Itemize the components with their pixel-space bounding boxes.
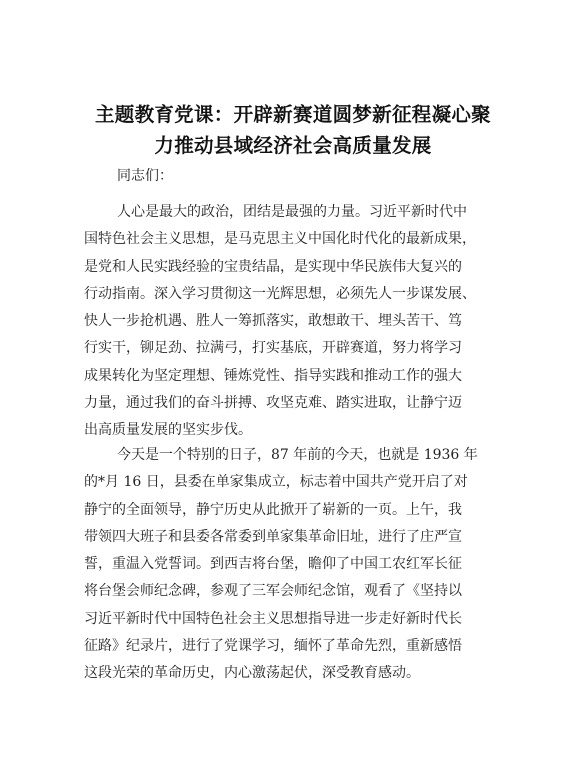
paragraph-line: 成果转化为坚定理想、锤炼党性、指导实践和推动工作的强大 <box>84 367 462 384</box>
paragraph-2 <box>84 442 524 688</box>
paragraph-line: 力量，通过我们的奋斗拼搏、攻坚克难、踏实进取，让静宁迈 <box>84 395 462 412</box>
paragraph-line: 的*月 16 日，县委在单家集成立，标志着中国共产党开启了对 <box>84 474 468 491</box>
title-line-2: 力推动县域经济社会高质量发展 <box>154 134 432 157</box>
paragraph-line: 征路》纪录片，进行了党课学习，缅怀了革命先烈，重新感悟 <box>84 638 462 655</box>
paragraph-line: 快人一步抢机遇、胜人一筹抓落实，敢想敢干、埋头苦干、笃 <box>84 313 462 330</box>
paragraph-line: 静宁的全面领导，静宁历史从此掀开了崭新的一页。上午，我 <box>84 501 462 518</box>
paragraph-line: 人心是最大的政治，团结是最强的力量。习近平新时代中 <box>117 204 467 220</box>
paragraph-line: 将台堡会师纪念碑，参观了三军会师纪念馆，观看了《坚持以 <box>84 583 462 600</box>
paragraph-line: 出高质量发展的坚实步伐。 <box>84 422 252 439</box>
paragraph-line: 行动指南。深入学习贯彻这一光辉思想，必须先人一步谋发展、 <box>84 285 476 302</box>
paragraph-line: 国特色社会主义思想，是马克思主义中国化时代化的最新成果， <box>84 231 476 248</box>
title-line-1: 主题教育党课：开辟新赛道圆梦新征程凝心聚 <box>94 103 491 126</box>
salutation: 同志们： <box>117 168 173 184</box>
paragraph-1 <box>84 199 524 445</box>
paragraph-line: 习近平新时代中国特色社会主义思想指导进一步走好新时代长 <box>84 610 462 627</box>
paragraph-line: 这段光荣的革命历史，内心激荡起伏，深受教育感动。 <box>84 665 420 682</box>
document-title <box>60 99 526 161</box>
paragraph-line: 带领四大班子和县委各常委到单家集革命旧址，进行了庄严宣 <box>84 528 462 545</box>
paragraph-line: 誓，重温入党誓词。到西吉将台堡，瞻仰了中国工农红军长征 <box>84 556 462 573</box>
paragraph-line: 行实干，铆足劲、拉满弓，打实基底，开辟赛道，努力将学习 <box>84 340 462 357</box>
paragraph-line: 今天是一个特别的日子，87 年前的今天，也就是 1936 年 <box>117 447 478 463</box>
paragraph-line: 是党和人民实践经验的宝贵结晶，是实现中华民族伟大复兴的 <box>84 258 462 275</box>
